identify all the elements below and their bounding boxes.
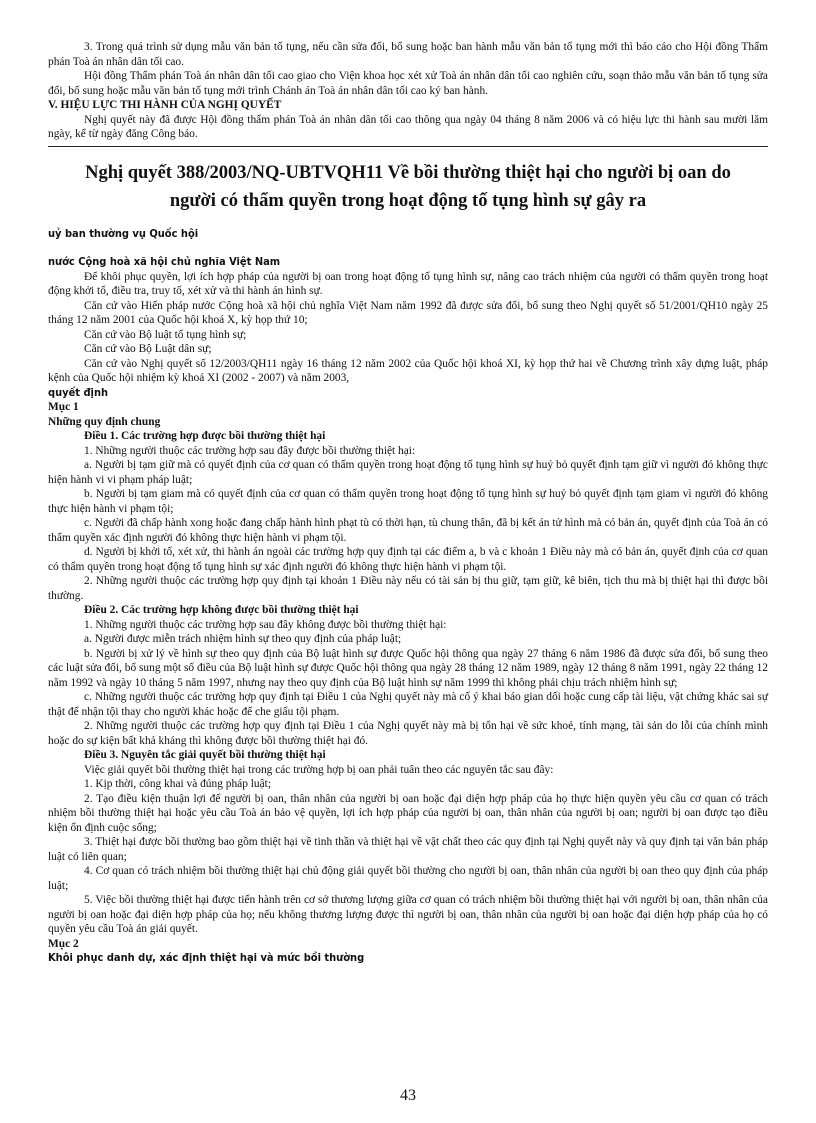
country-name: nước Cộng hoà xã hội chủ nghĩa Việt Nam	[48, 255, 281, 268]
article-paragraph: b. Người bị xử lý về hình sự theo quy định của Bộ luật hình sự được Quốc hội thông qua ngày 27 tháng 6 năm 1986 đã được sửa đổi, bổ sung theo các luật sửa đổi, bổ sung một số điều của Bộ luật hình sự được Quốc hội thông qua ngày 28 tháng 12 năm 1989, ngày 12 tháng 8 năm 1991, ngày 22 tháng 12 năm 1992 và ngày 10 tháng 5 năm 1997, nhưng nay theo quy định của Bộ luật hình sự năm 1999 thì không phải chịu trách nhiệm hình sự;	[48, 647, 768, 689]
chapter-title: Khôi phục danh dự, xác định thiệt hại và mức bồi thường	[48, 951, 365, 964]
article-paragraph: d. Người bị khởi tố, xét xử, thi hành án ngoài các trường hợp quy định tại các điểm a, b và c khoản 1 Điều này mà có bản án, quyết định của cơ quan có thẩm quyền trong hoạt động tố tụng hình sự xác định người đó không thực hiện hành vi phạm tội.	[48, 546, 768, 573]
preamble-paragraph: Để khôi phục quyền, lợi ích hợp pháp của người bị oan trong hoạt động tố tụng hình sự, nâng cao trách nhiệm của người có thẩm quyền trong hoạt động khởi tố, điều tra, truy tố, xét xử và thi hành án hình sự.	[48, 270, 768, 297]
divider	[48, 146, 768, 147]
chapter-label: Mục 2	[48, 937, 79, 950]
article-paragraph: 5. Việc bồi thường thiệt hại được tiến hành trên cơ sở thương lượng giữa cơ quan có trách nhiệm bồi thường thiệt hại với người bị oan, thân nhân của người bị oan hoặc đại diện hợp pháp của họ; nếu không thương lượng được thì người bị oan, thân nhân của người bị oan hoặc đại diện hợp pháp của họ có quyền yêu cầu Toà án giải quyết.	[48, 894, 768, 935]
article-title: Điều 2. Các trường hợp không được bồi thường thiệt hại	[84, 604, 359, 616]
article-title: Điều 1. Các trường hợp được bồi thường thiệt hại	[84, 430, 326, 442]
article-paragraph: a. Người bị tạm giữ mà có quyết định của cơ quan có thẩm quyền trong hoạt động tố tụng hình sự huỷ bỏ quyết định tạm giữ vì người đó không thực hiện hành vi vi phạm pháp luật;	[48, 459, 768, 486]
title-line-1: Nghị quyết 388/2003/NQ-UBTVQH11 Về bồi thường thiệt hại cho người bị oan do	[85, 162, 731, 183]
preamble-paragraph: Căn cứ vào Hiến pháp nước Cộng hoà xã hội chủ nghĩa Việt Nam năm 1992 đã được sửa đổi, bổ sung theo Nghị quyết số 51/2001/QH10 ngày 25 tháng 12 năm 2001 của Quốc hội khoá X, kỳ họp thứ 10;	[48, 299, 768, 326]
paragraph: Hội đồng Thẩm phán Toà án nhân dân tối cao giao cho Viện khoa học xét xử Toà án nhân dân tối cao nghiên cứu, soạn thảo mẫu văn bản tố tụng sửa đổi, bổ sung hoặc mẫu văn bản tố tụng mới trình Chánh án Toà án nhân dân tối cao ký ban hành.	[48, 70, 768, 97]
resolution-title	[48, 159, 768, 215]
document-page	[48, 40, 768, 966]
article-paragraph: 2. Những người thuộc các trường hợp quy định tại Điều 1 của Nghị quyết này mà bị tổn hại về sức khoẻ, tính mạng, tài sản do lỗi của chính mình hoặc do sự kiện bất khả kháng thì không được bồi thường thiệt hại đó.	[48, 720, 768, 747]
paragraph: 3. Trong quá trình sử dụng mẫu văn bản tố tụng, nếu cần sửa đổi, bổ sung hoặc ban hành mẫu văn bản tố tụng mới thì báo cáo cho Hội đồng Thẩm phán Toà án nhân dân tối cao.	[48, 41, 768, 68]
preamble-paragraph: Căn cứ vào Bộ luật tố tụng hình sự;	[84, 328, 247, 341]
decision-label: quyết định	[48, 385, 109, 399]
article-paragraph: 1. Những người thuộc các trường hợp sau đây không được bồi thường thiệt hại:	[84, 618, 447, 631]
article-paragraph: c. Người đã chấp hành xong hoặc đang chấp hành hình phạt tù có thời hạn, tù chung thân, đã bị kết án tử hình mà có bản án, quyết định của Toà án có thẩm quyền xác định người đó không thực hiện hành vi phạm tội.	[48, 517, 768, 544]
chapter-label: Mục 1	[48, 401, 79, 413]
article-paragraph: b. Người bị tạm giam mà có quyết định của cơ quan có thẩm quyền trong hoạt động tố tụng hình sự huỷ bỏ quyết định tạm giam vì người đó không thực hiện hành vi phạm tội;	[48, 488, 768, 515]
preamble-paragraph: Căn cứ vào Nghị quyết số 12/2003/QH11 ngày 16 tháng 12 năm 2002 của Quốc hội khoá XI, kỳ họp thứ hai về Chương trình xây dựng luật, pháp kệnh của Quốc hội nhiệm kỳ khoá XI (2002 - 2007) và năm 2003,	[48, 357, 768, 384]
paragraph: Nghị quyết này đã được Hội đồng thẩm phán Toà án nhân dân tối cao thông qua ngày 04 tháng 8 năm 2006 và có hiệu lực thi hành sau mười lăm ngày, kể từ ngày đăng Công báo.	[48, 113, 768, 140]
article-paragraph: 4. Cơ quan có trách nhiệm bồi thường thiệt hại chủ động giải quyết bồi thường cho người bị oan, thân nhân của người bị oan theo quy định của pháp luật;	[48, 865, 768, 892]
issuer: uỷ ban thường vụ Quốc hội	[48, 226, 199, 240]
article-paragraph: 2. Tạo điều kiện thuận lợi để người bị oan, thân nhân của người bị oan hoặc đại diện hợp pháp của họ thực hiện quyền yêu cầu cơ quan có trách nhiệm bồi thường thiệt hại hoặc yêu cầu Toà án bảo vệ quyền, lợi ích hợp pháp của người bị oan, thân nhân của người bị oan; người bị oan được tạo điều kiện ổn định cuộc sống;	[48, 792, 768, 834]
page-number: 43	[400, 1087, 416, 1104]
chapter-title: Những quy định chung	[48, 415, 161, 428]
preamble-paragraph: Căn cứ vào Bộ Luật dân sự;	[84, 343, 212, 355]
article-paragraph: Việc giải quyết bồi thường thiệt hại trong các trường hợp bị oan phải tuân theo các nguyên tắc sau đây:	[84, 763, 554, 776]
article-title: Điều 3. Nguyên tắc giải quyết bồi thường thiệt hại	[84, 749, 326, 761]
article-paragraph: 2. Những người thuộc các trường hợp quy định tại khoản 1 Điều này nếu có tài sản bị thu giữ, tạm giữ, kê biên, tịch thu mà bị thiệt hại thì được bồi thường.	[48, 575, 768, 602]
article-paragraph: a. Người được miễn trách nhiệm hình sự theo quy định của pháp luật;	[84, 633, 402, 645]
section-heading: V. HIỆU LỰC THI HÀNH CỦA NGHỊ QUYẾT	[48, 99, 282, 111]
article-paragraph: 3. Thiệt hại được bồi thường bao gồm thiệt hại về tinh thần và thiệt hại về vật chất theo các quy định tại Nghị quyết này và quy định tại văn bản pháp luật có liên quan;	[48, 836, 768, 863]
article-paragraph: 1. Kịp thời, công khai và đúng pháp luật;	[84, 778, 271, 790]
article-paragraph: c. Những người thuộc các trường hợp quy định tại Điều 1 của Nghị quyết này mà cố ý khai báo gian dối hoặc cung cấp tài liệu, vật chứng khác sai sự thật để nhận tội thay cho người khác hoặc để che giấu tội phạm.	[48, 691, 768, 718]
article-paragraph: 1. Những người thuộc các trường hợp sau đây được bồi thường thiệt hại:	[84, 444, 416, 457]
title-line-2: người có thẩm quyền trong hoạt động tố tụng hình sự gây ra	[169, 190, 647, 211]
